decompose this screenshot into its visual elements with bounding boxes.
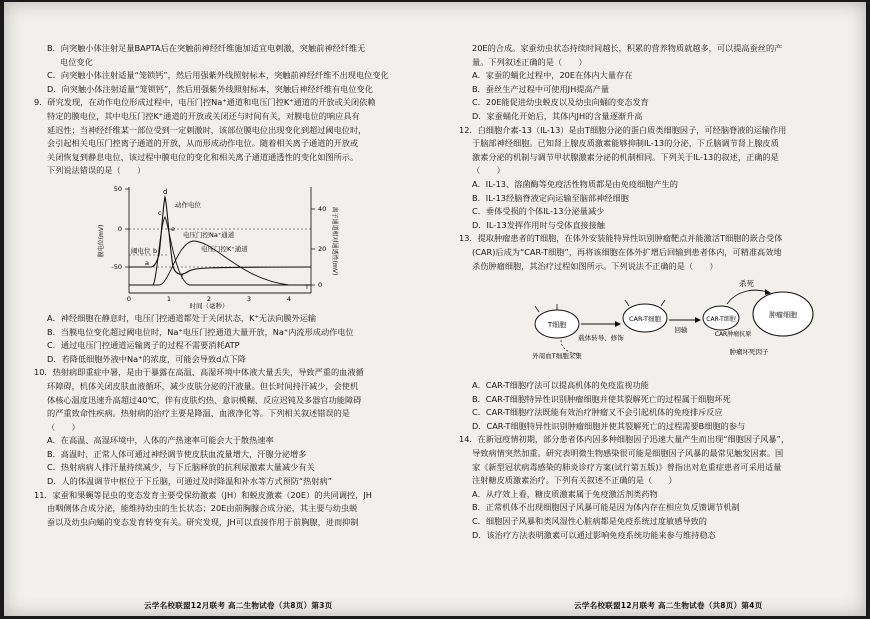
- point-c: c: [158, 208, 162, 217]
- text-line: 下列说法错误的是（ ）: [47, 165, 146, 176]
- text-line: （ ）: [472, 165, 505, 176]
- label-threshold: 阈电位: [131, 246, 151, 255]
- text-line: D．IL-13发挥作用时与受体直接接触: [472, 219, 605, 230]
- text-line: 杀伤肿瘤细胞，其治疗过程如图所示。下列说法不正确的是（ ）: [472, 260, 718, 271]
- text-line: 体核心温度迅速升高超过40℃，伴有皮肤灼热、意识模糊、反应迟钝及多器官功能障碍: [47, 394, 362, 405]
- x-tick-3: 3: [246, 294, 252, 303]
- text-line: C．通过电压门控通道运输离子的过程不需要消耗ATP: [47, 340, 240, 351]
- text-line: 会引起相关电压门控离子通道的开放，从而形成动作电位。随着相关离子通道的开放或: [47, 138, 359, 149]
- text-line: B．当膜电位变化超过阈电位时，Na⁺电压门控通道大量开放，Na⁺内流形成动作电位: [47, 326, 354, 337]
- text-line: 的严重致命性疾病。热射病的治疗主要是降温、血液净化等。下列相关叙述错误的是: [47, 408, 350, 419]
- text-line: （ ）: [47, 421, 80, 432]
- text-line: 关闭恢复到静息电位，该过程中膜电位的变化和相关离子通道通透性的变化如图所示。: [47, 151, 359, 162]
- car-antigen-label: CAR肿瘤抗原: [714, 331, 752, 339]
- text-line: A．CAR-T细胞疗法可以提高机体的免疫监视功能: [472, 380, 649, 391]
- text-line: 环障碍，机体关闭皮肤血液循环，减少皮肤分泌的汗液量。但长时间持汗减少，会使机: [47, 380, 359, 391]
- text-line: 导致病情突然加重。研究表明微生物感染很可能是细胞因子风暴的最常见触发因素。国: [472, 448, 784, 459]
- text-line: 蚕以及幼虫向蛹的变态发育转变有关。研究发现，JH可以直接作用于前胸腺，进而抑制: [47, 516, 359, 527]
- text-line: 激素分泌的机制与调节甲状腺激素分泌的机制相同。下列关于IL-13的叙述，正确的是: [472, 151, 779, 162]
- right-column: [459, 42, 851, 542]
- text-line: C．细胞因子风暴和类风湿性心脏病都是免疫系统过度敏感导致的: [472, 516, 707, 527]
- text-line: 由咽侧体合成分泌，能维持幼虫的生长状态；20E由前胸腺合成分泌，其主要与幼虫蜕: [47, 503, 358, 514]
- y-right-tick-40: 40: [318, 204, 327, 213]
- y-right-tick-0: 0: [318, 280, 323, 289]
- text-line: B．CAR-T细胞特异性识别肿瘤细胞并使其裂解死亡的过程属于细胞坏死: [472, 393, 731, 404]
- text-line: A．家蚕的蛹化过程中，20E在体内大量存在: [472, 70, 633, 81]
- y-tick-50: 50: [113, 184, 122, 193]
- text-line: 12．白细胞介素-13（IL-13）是由T细胞分泌的蛋白质类细胞因子，可经脑脊液的运输作用: [459, 124, 787, 135]
- y-tick-neg50: -50: [111, 262, 122, 271]
- point-f: f: [181, 272, 184, 281]
- text-line: (CAR)后成为“CAR-T细胞”，再将该细胞在体外扩增后回输到患者体内，可精准高效地: [472, 246, 782, 257]
- x-tick-0: 0: [126, 294, 132, 303]
- text-line: 特定的膜电位，其中电压门控K⁺通道的开放或关闭还与时间有关，对膜电位的响应具有: [47, 110, 360, 121]
- text-line: C．20E能促进幼虫蜕皮以及幼虫向蛹的变态发育: [472, 97, 649, 108]
- text-line: A．从疗效上看，糖皮质激素属于免疫激活剂类药物: [472, 488, 658, 499]
- car-t-diagram: [459, 276, 851, 376]
- label-action-potential: 动作电位: [175, 200, 201, 209]
- text-line: 电位变化: [60, 56, 93, 67]
- membrane-potential-graph: [34, 181, 422, 309]
- text-line: D．家蚕蛹化开始后，其体内JH的含量逐渐升高: [472, 110, 643, 121]
- text-line: 9．研究发现，在动作电位形成过程中，电压门控Na⁺通道和电压门控K⁺通道的开放或关闭依赖: [34, 97, 376, 108]
- text-line: B．正常机体不出现细胞因子风暴可能是因为体内存在相应负反馈调节机制: [472, 502, 740, 513]
- cart2-label: CAR-T细胞: [706, 316, 736, 324]
- label-na-channel: 电压门控Na⁺通道: [183, 230, 235, 239]
- kill-label: 杀死: [739, 279, 754, 289]
- y-right-tick-20: 20: [318, 244, 327, 253]
- text-line: D．CAR-T细胞特异性识别肿瘤细胞并使其裂解死亡的过程需要B细胞的参与: [472, 420, 746, 431]
- carrier-label: 载体转导、修饰: [578, 334, 624, 343]
- right-text-bottom: [459, 379, 851, 542]
- footer-left: 云学名校联盟12月联考 高二生物试卷（共8页）第3页: [144, 601, 333, 610]
- x-label: 时间（毫秒）: [189, 301, 229, 309]
- label-k-channel: 电压门控K⁺通道: [201, 244, 248, 253]
- text-line: 于脑部神经细胞。已知肾上腺皮质激素能够抑制IL-13的分泌，下丘脑调节肾上腺皮质: [472, 138, 779, 149]
- text-line: B．高温时，正常人体可通过神经调节使皮肤血流量增大，汗腺分泌增多: [47, 448, 307, 459]
- left-column: [34, 42, 422, 529]
- point-b: b: [153, 246, 158, 255]
- point-d: d: [163, 187, 168, 196]
- text-line: 延迟性；当神经纤维某一部位受到一定刺激时，该部位膜电位出现变化到超过阈电位时，: [47, 124, 367, 135]
- x-tick-4: 4: [286, 294, 292, 303]
- text-line: 10．热射病即重症中暑，是由于暴露在高温、高湿环境中体液大量丢失，导致严重的血液循: [34, 367, 364, 378]
- text-line: 注射糖皮质激素治疗。下列有关叙述不正确的是（ ）: [472, 475, 677, 486]
- text-line: A．在高温、高湿环境中，人体的产热速率可能会大于散热速率: [47, 435, 274, 446]
- x-tick-2: 2: [206, 294, 212, 303]
- left-text-bottom: [34, 312, 422, 530]
- text-line: C．热射病病人排汗量持续减少，与下丘脑释放的抗利尿激素大量减少有关: [47, 462, 315, 473]
- reinfuse-label: 回输: [674, 326, 688, 335]
- text-line: B．向突触小体注射足量BAPTA后在突触前神经纤维施加适宜电刺激，突触前神经纤维无: [47, 43, 366, 53]
- text-line: B．蚕丝生产过程中可使用JH提高产量: [472, 83, 610, 94]
- text-line: 11．家蚕和果蝇等昆虫的变态发育主要受保幼激素（JH）和蜕皮激素（20E）的共同调控，JH: [34, 489, 372, 500]
- y-right-label: 离子通道相对通透性(mV): [331, 206, 338, 276]
- text-line: D．向突触小体注射适量“笼锁钙”，然后用强紫外线照射标本，突触后神经纤维有电位变化: [47, 83, 373, 94]
- tumor-label: 肿瘤细胞: [769, 311, 797, 320]
- right-text-top: [459, 42, 851, 273]
- x-end-label: T: [305, 282, 309, 291]
- point-a: a: [145, 258, 149, 267]
- text-line: D．人的体温调节中枢位于下丘脑，可通过及时降温和补水等方式预防“热射病”: [47, 476, 332, 487]
- text-line: C．垂体受损的个体IL-13分泌量减少: [472, 206, 605, 217]
- text-line: 14．在新冠疫情初期，部分患者体内因多种细胞因子迅速大量产生而出现“细胞因子风暴”，: [459, 434, 790, 445]
- text-line: A．IL-13、溶菌酶等免疫活性物质都是由免疫细胞产生的: [472, 178, 678, 189]
- footer-right: 云学名校联盟12月联考 高二生物试卷（共8页）第4页: [574, 601, 763, 610]
- text-line: C．向突触小体注射适量“笼锁钙”，然后用强紫外线照射标本，突触前神经纤维不出现电位变化: [47, 70, 389, 81]
- y-left-label: 膜电位(mV): [98, 224, 105, 258]
- text-line: 13．提取肿瘤患者的T细胞，在体外安装能特异性识别肿瘤靶点并能激活T细胞的嵌合受体: [459, 233, 783, 244]
- x-tick-1: 1: [166, 294, 172, 303]
- text-line: B．IL-13经脑脊液定向运输至脑部神经细胞: [472, 192, 629, 203]
- text-line: 量。下列叙述正确的是（ ）: [472, 56, 587, 67]
- text-line: D．若降低细胞外液中Na⁺的浓度，可能会导致d点下降: [47, 353, 246, 364]
- text-line: 20E的合成。家蚕幼虫状态持续时间越长，积累的营养物质就越多，可以提高蚕丝的产: [472, 43, 783, 53]
- point-e: e: [171, 224, 175, 233]
- factor-label: 肿瘤坏死因子: [729, 348, 769, 357]
- cart1-label: CAR-T细胞: [629, 315, 661, 324]
- text-line: 家《新型冠状病毒感染的肺炎诊疗方案(试行第五版)》曾指出对危重症患者可采用适量: [472, 461, 782, 472]
- text-line: A．神经细胞在静息时，电压门控通道都处于关闭状态，K⁺无法向膜外运输: [47, 312, 317, 323]
- text-line: C．CAR-T细胞疗法既能有效治疗肿瘤又不会引起机体的免疫排斥反应: [472, 407, 723, 418]
- left-text-top: [34, 42, 422, 178]
- y-tick-0: 0: [117, 224, 122, 233]
- t-cell-label: T细胞: [547, 321, 567, 330]
- exam-sheet: [4, 2, 866, 616]
- text-line: D．该治疗方法表明激素可以通过影响免疫系统功能来参与维持稳态: [472, 529, 716, 540]
- collect-label: 外周血T细胞采集: [532, 352, 582, 361]
